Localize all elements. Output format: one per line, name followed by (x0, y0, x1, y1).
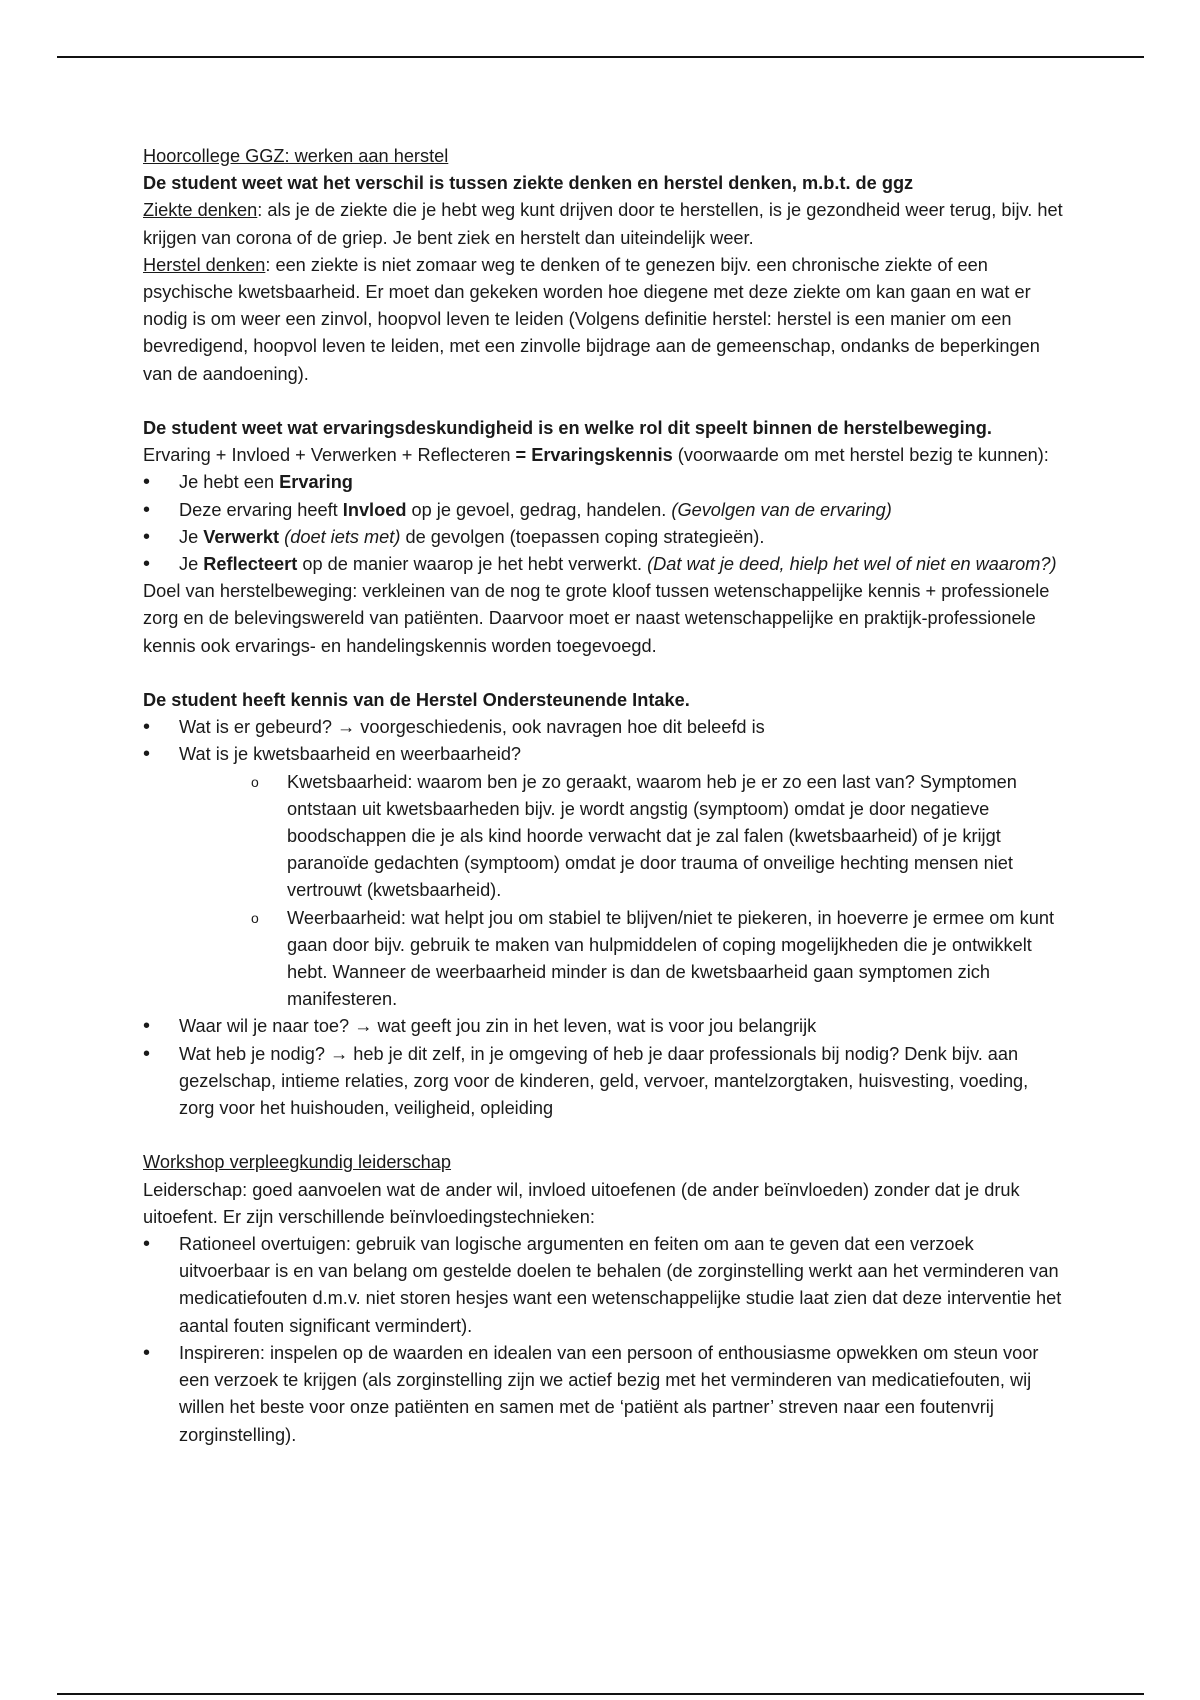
list-item: • Deze ervaring heeft Invloed op je gevoel, gedrag, handelen. (Gevolgen van de ervaring) (143, 497, 1063, 524)
list-ervaring (143, 469, 1063, 578)
heading-ziekte-herstel: De student weet wat het verschil is tussen ziekte denken en herstel denken, m.b.t. de ggz (143, 173, 914, 194)
footer-rule (57, 1693, 1144, 1695)
list-item: • Waar wil je naar toe? → wat geeft jou zin in het leven, wat is voor jou belangrijk (143, 1013, 1063, 1040)
document-body (143, 143, 1063, 1449)
section-title-workshop: Workshop verpleegkundig leiderschap (143, 1152, 452, 1173)
paragraph-ervaringskennis: Ervaring + Invloed + Verwerken + Reflecteren = Ervaringskennis (voorwaarde om met herstel bezig te kunnen): (143, 445, 1049, 466)
list-item: o Weerbaarheid: wat helpt jou om stabiel te blijven/niet te piekeren, in hoeverre je ermee om kunt gaan door bijv. gebruik te maken van hulpmiddelen of coping mogelijkheden die je ontwikkelt hebt. Wanneer de weerbaarheid minder is dan de kwetsbaarheid gaan symptomen zich manifesteren. (251, 905, 1063, 1014)
list-item: • Rationeel overtuigen: gebruik van logische argumenten en feiten om aan te geven dat een verzoek uitvoerbaar is en van belang om gestelde doelen te behalen (de zorginstelling werkt aan het verminderen van medicatiefouten d.m.v. niet storen hesjes want een wetenschappelijke studie laat zien dat deze interventie het aantal fouten significant vermindert). (143, 1231, 1063, 1340)
paragraph-leiderschap: Leiderschap: goed aanvoelen wat de ander wil, invloed uitoefenen (de ander beïnvloeden) zonder dat je druk uitoefent. Er zijn verschillende beïnvloedingstechnieken: (143, 1179, 1020, 1227)
term-ziekte-denken: Ziekte denken (143, 200, 258, 221)
heading-ervaringsdeskundigheid: De student weet wat ervaringsdeskundigheid is en welke rol dit speelt binnen de herstelbeweging. (143, 418, 992, 439)
list-intake (143, 714, 1063, 1122)
list-item: • Inspireren: inspelen op de waarden en idealen van een persoon of enthousiasme opwekken om steun voor een verzoek te krijgen (als zorginstelling zijn we actief bezig met het verminderen van medicatiefouten, wij willen het beste voor onze patiënten en samen met de ‘patiënt als partner’ streven naar een foutenvrij zorginstelling). (143, 1340, 1063, 1449)
list-item: o Kwetsbaarheid: waarom ben je zo geraakt, waarom heb je er zo een last van? Symptomen ontstaan uit kwetsbaarheden bijv. je wordt angstig (symptoom) omdat je door negatieve boodschappen die je als kind hoorde verwacht dat je zal falen (kwetsbaarheid) of je krijgt paranoïde gedachten (symptoom) omdat je door trauma of onveilige hechting mensen niet vertrouwt (kwetsbaarheid). (251, 769, 1063, 905)
paragraph-herstel-denken: Herstel denken: een ziekte is niet zomaar weg te denken of te genezen bijv. een chronische ziekte of een psychische kwetsbaarheid. Er moet dan gekeken worden hoe diegene met deze ziekte om kan gaan en wat er nodig is om weer een zinvol, hoopvol leven te leiden (Volgens definitie herstel: herstel is een manier om een bevredigend, hoopvol leven te leiden, met een zinvolle bijdrage aan de gemeenschap, ondanks de beperkingen van de aandoening). (143, 254, 1040, 384)
list-item: • Wat is je kwetsbaarheid en weerbaarheid? o Kwetsbaarheid: waarom ben je zo geraakt, waarom heb je er zo een last van? Symptomen ontstaan uit kwetsbaarheden bijv. je wordt angstig (symptoom) omdat je door negatieve boodschappen die je als kind hoorde verwacht dat je zal falen (kwetsbaarheid) of je krijgt paranoïde gedachten (symptoom) omdat je door trauma of onveilige hechting mensen niet vertrouwt (kwetsbaarheid). o Weerbaarheid: wat helpt jou om stabiel te blijven/niet te piekeren, in hoeverre je ermee om kunt gaan door bijv. gebruik te maken van hulpmiddelen of coping mogelijkheden die je ontwikkelt hebt. Wanneer de weerbaarheid minder is dan de kwetsbaarheid gaan symptomen zich manifesteren. (143, 741, 1063, 1013)
list-item: • Je Reflecteert op de manier waarop je het hebt verwerkt. (Dat wat je deed, hielp het wel of niet en waarom?) (143, 551, 1063, 578)
sublist-kwetsbaarheid (251, 769, 1063, 1014)
list-item: • Wat heb je nodig? → heb je dit zelf, in je omgeving of heb je daar professionals bij nodig? Denk bijv. aan gezelschap, intieme relaties, zorg voor de kinderen, geld, vervoer, mantelzorgtaken, huisvesting, voeding, zorg voor het huishouden, veiligheid, opleiding (143, 1041, 1063, 1123)
heading-herstel-intake: De student heeft kennis van de Herstel Ondersteunende Intake. (143, 690, 690, 711)
section-title-ggz: Hoorcollege GGZ: werken aan herstel (143, 146, 449, 166)
list-beinvloedingstechnieken (143, 1231, 1063, 1449)
header-rule (57, 56, 1144, 58)
list-item: • Je hebt een Ervaring (143, 469, 1063, 496)
paragraph-doel-herstelbeweging: Doel van herstelbeweging: verkleinen van de nog te grote kloof tussen wetenschappelijke kennis + professionele zorg en de belevingswereld van patiënten. Daarvoor moet er naast wetenschappelijke en praktijk-professionele kennis ook ervarings- en handelingskennis worden toegevoegd. (143, 581, 1050, 656)
paragraph-ziekte-denken: Ziekte denken: als je de ziekte die je hebt weg kunt drijven door te herstellen, is je gezondheid weer terug, bijv. het krijgen van corona of de griep. Je bent ziek en herstelt dan uiteindelijk weer. (143, 200, 1063, 248)
term-herstel-denken: Herstel denken (143, 254, 266, 275)
list-item: • Wat is er gebeurd? → voorgeschiedenis, ook navragen hoe dit beleefd is (143, 714, 1063, 741)
list-item: • Je Verwerkt (doet iets met) de gevolgen (toepassen coping strategieën). (143, 524, 1063, 551)
